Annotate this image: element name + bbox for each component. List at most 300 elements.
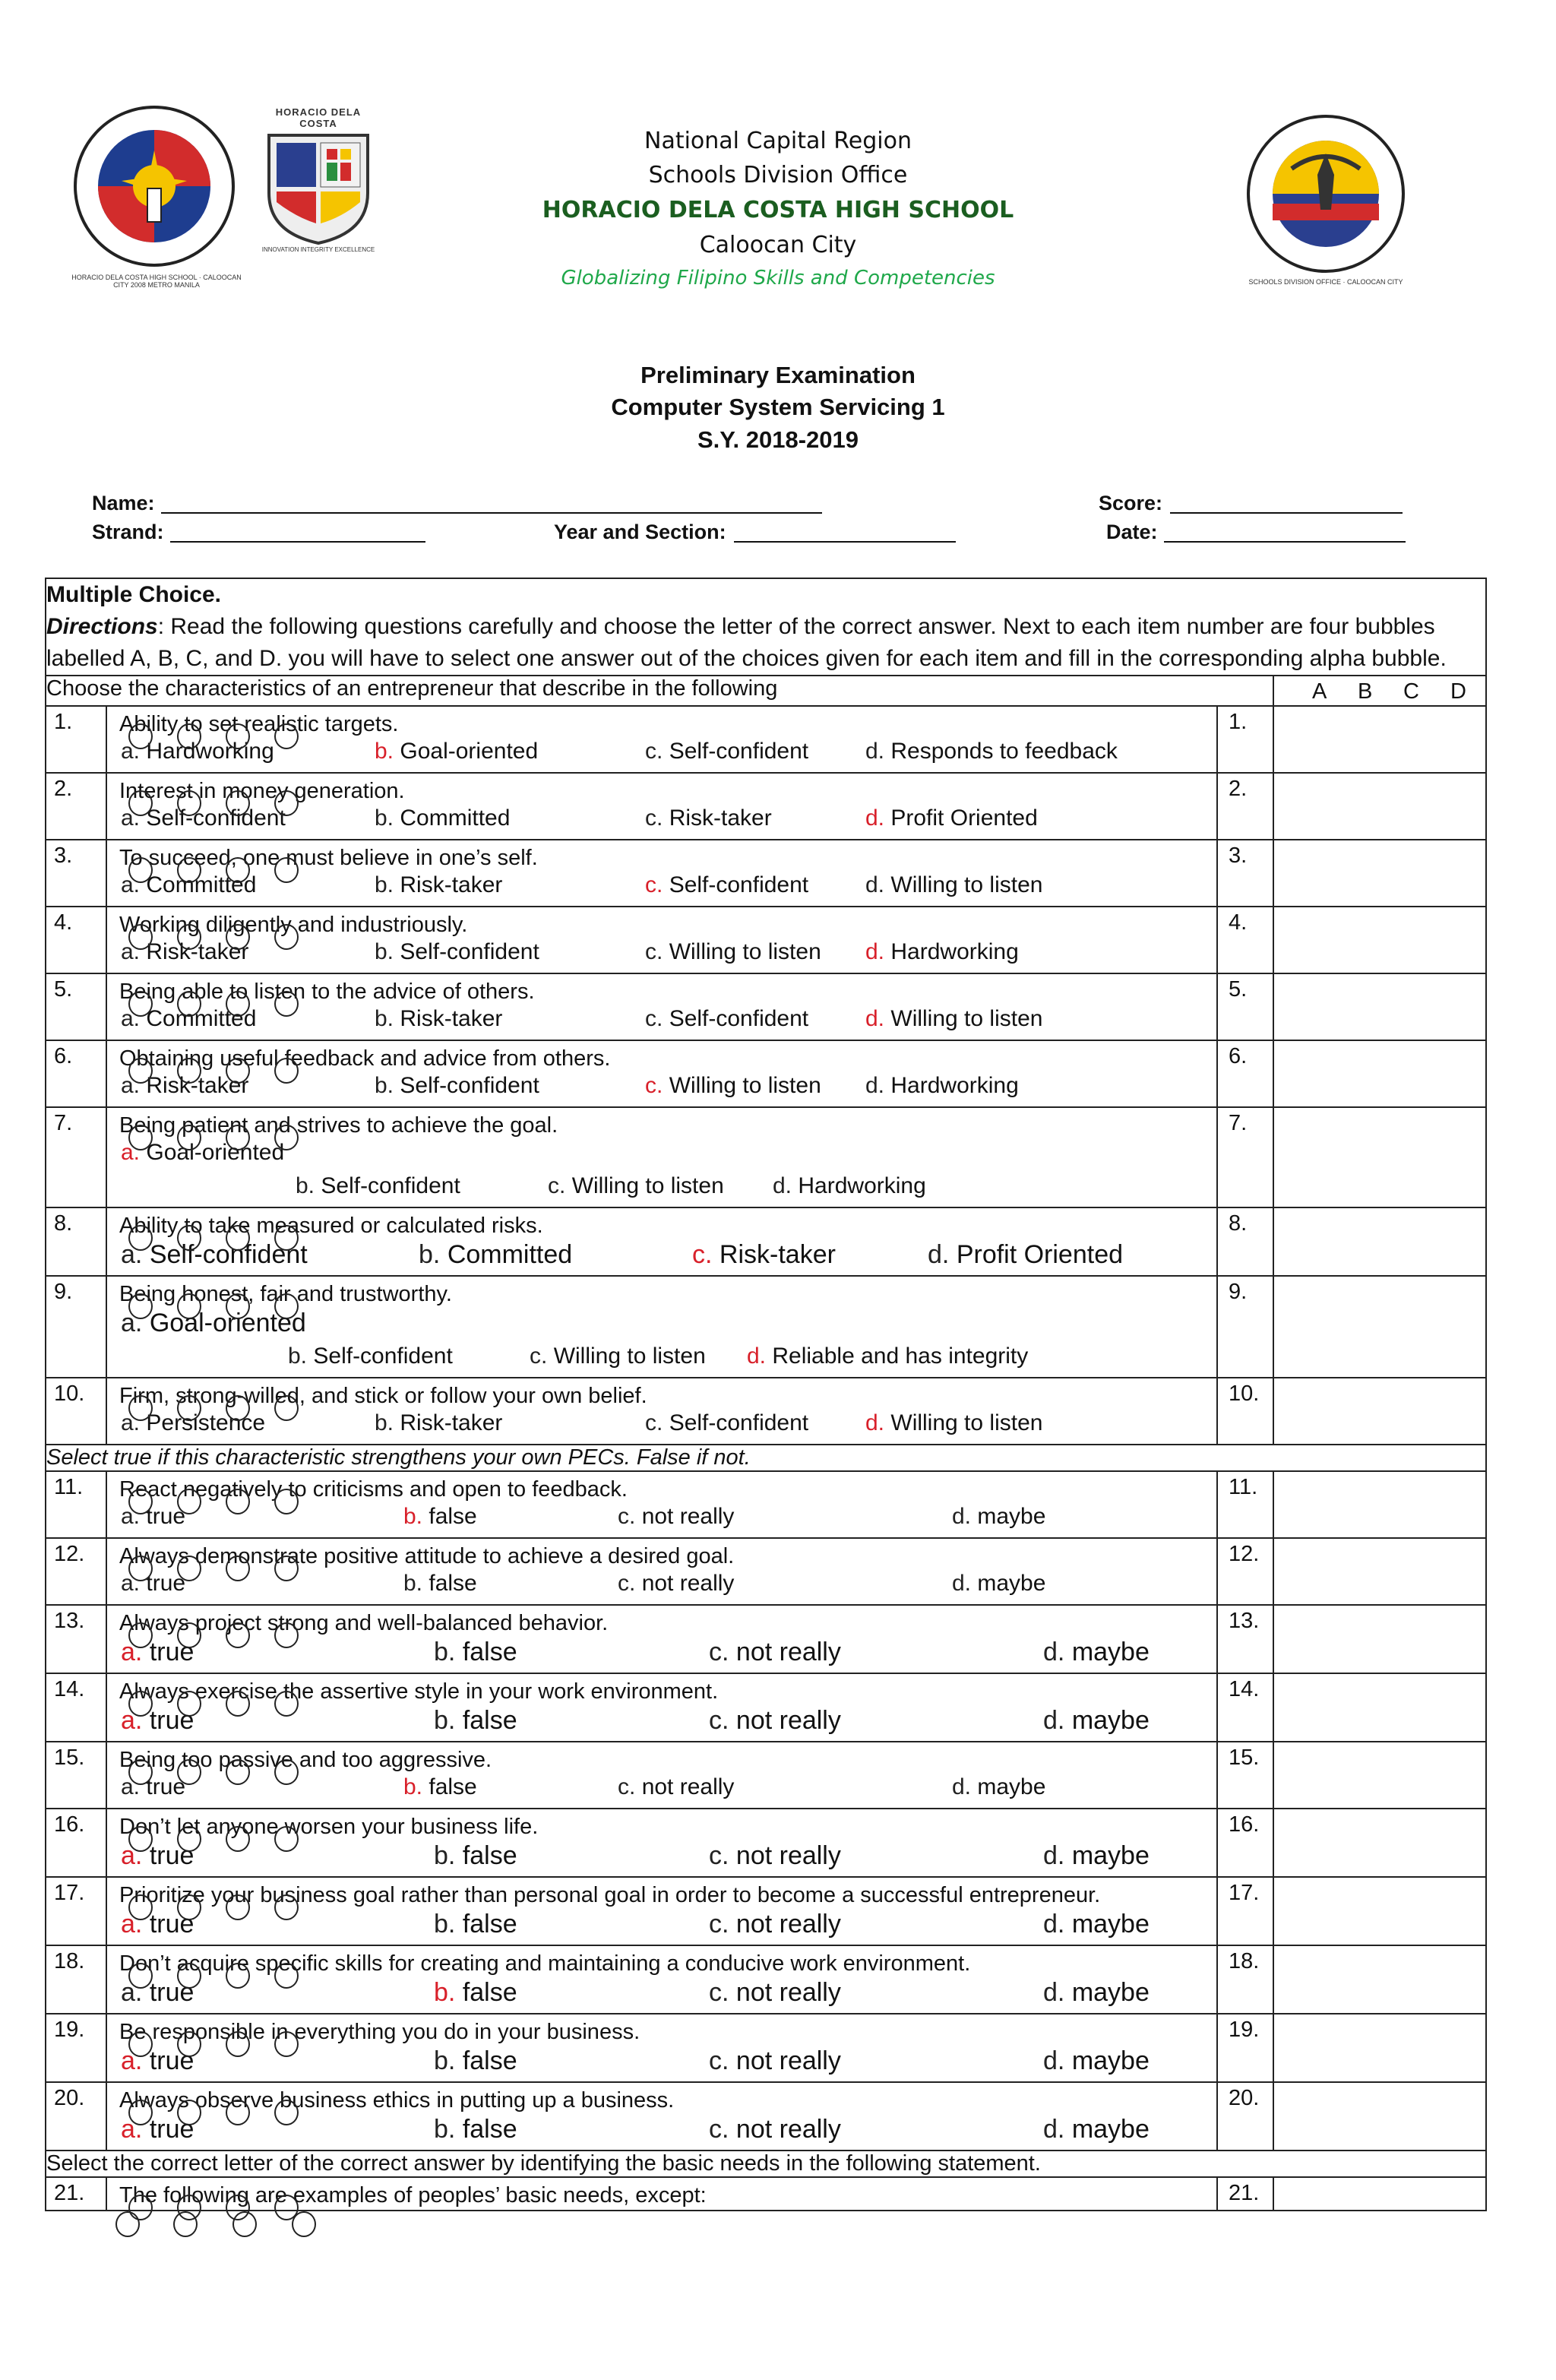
option-text: false [462,1841,517,1870]
section-1-instructions: Choose the characteristics of an entrepreneur that describe in the following [46,676,1273,706]
option-text: maybe [1071,1841,1150,1870]
option-text: false [462,1638,517,1666]
option-d[interactable] [928,1240,1123,1270]
question-cell [106,2082,1217,2151]
question-text: Firm, strong-willed, and stick or follow your own belief. [119,1384,647,1408]
answer-box[interactable] [1273,1945,1486,2014]
answer-bubble-b[interactable] [177,1556,201,1581]
answer-box[interactable] [1273,1207,1486,1276]
option-letter: a. [121,1504,141,1529]
answer-bubble-b[interactable] [177,1759,201,1785]
answer-bubble-a[interactable] [128,991,153,1017]
answer-box[interactable] [1273,706,1486,773]
answer-bubble-b[interactable] [177,1963,201,1989]
option-c[interactable] [692,1240,836,1270]
answer-bubble-d[interactable] [292,2211,316,2237]
option-b[interactable] [375,1073,539,1099]
option-text: Hardworking [146,739,274,764]
answer-number: 19. [1217,2014,1273,2082]
answer-bubble-d[interactable] [274,1125,299,1150]
answer-bubble-d[interactable] [274,1293,299,1319]
answer-bubble-d[interactable] [274,2100,299,2125]
item-number: 10. [46,1378,106,1445]
question-text: Be responsible in everything you do in your business. [119,2020,640,2044]
option-d[interactable] [865,739,1118,764]
option-text: maybe [977,1571,1046,1596]
option-d[interactable] [865,805,1038,831]
answer-box[interactable] [1273,1276,1486,1378]
option-d[interactable] [952,1571,1045,1597]
option-text: Willing to listen [669,1073,821,1098]
option-text: Risk-taker [146,939,249,964]
question-text: Obtaining useful feedback and advice from others. [119,1046,611,1071]
answer-number: 21. [1217,2177,1273,2211]
item-number: 17. [46,1877,106,1945]
answer-bubble-a[interactable] [128,1489,153,1514]
answer-bubble-a[interactable] [128,924,153,950]
question-cell [106,1107,1217,1207]
answer-bubble-b[interactable] [177,1894,201,1920]
answer-bubble-c[interactable] [226,1963,250,1989]
score-field[interactable] [1170,512,1403,514]
question-cell [106,773,1217,840]
option-b[interactable] [434,1638,517,1667]
option-line [107,1638,1216,1673]
option-d[interactable] [865,1410,1042,1436]
question-cell [106,1673,1217,1742]
school-logo-seal-text: HORACIO DELA COSTA HIGH SCHOOL · CALOOCAN CITY 2008 METRO MANILA [71,274,242,289]
answer-bubble-d[interactable] [274,991,299,1017]
answer-bubble-b[interactable] [177,2100,201,2125]
question-cell [106,1877,1217,1945]
option-letter: d. [952,1504,972,1529]
option-text: not really [735,1638,841,1666]
option-text: maybe [1071,2046,1150,2075]
option-letter: d. [1043,1706,1065,1735]
option-letter: a. [121,1910,143,1938]
directions-body: : Read the following questions carefully and choose the letter of the correct answer. Next to each item number are four bubbles labelled A, B, C, and D. you will have to select one answer out of the choices given for each item and fill in the corresponding alpha bubble. [46,614,1447,671]
option-text: Self-confident [400,939,539,964]
option-text: Committed [400,805,511,831]
answer-box[interactable] [1273,1742,1486,1809]
answer-box[interactable] [1273,1378,1486,1445]
option-d[interactable] [952,1774,1045,1800]
question-cell [106,1945,1217,2014]
answer-bubble-c[interactable] [226,2031,250,2057]
question-text: Don’t acquire specific skills for creating and maintaining a conducive work environment. [119,1951,971,1976]
answer-box[interactable] [1273,2082,1486,2151]
option-c[interactable] [709,2046,841,2076]
option-letter: c. [645,1073,663,1098]
option-letter: a. [121,1006,141,1031]
answer-bubble-c[interactable] [226,1759,250,1785]
option-b[interactable] [375,739,538,764]
question-cell [106,973,1217,1040]
score-label: Score: [1099,492,1163,514]
option-c[interactable] [645,1410,808,1436]
option-letter: b. [434,2115,456,2144]
option-letter: a. [121,939,141,964]
answer-bubble-d[interactable] [274,924,299,950]
option-b[interactable] [288,1343,453,1369]
answer-bubble-a[interactable] [128,2100,153,2125]
option-d[interactable] [865,1006,1042,1032]
option-text: maybe [1071,1638,1150,1666]
option-d[interactable] [1043,1978,1150,2008]
option-letter: d. [1043,2115,1065,2144]
option-line [107,1504,1216,1537]
answer-bubble-b[interactable] [177,1058,201,1084]
question-text: Always observe business ethics in putting up a business. [119,2088,675,2113]
answer-bubble-b[interactable] [177,1691,201,1717]
answer-bubble-c[interactable] [226,1395,250,1421]
answer-number: 10. [1217,1378,1273,1445]
option-letter: a. [121,1978,143,2007]
option-c[interactable] [645,1006,808,1032]
item-number: 13. [46,1605,106,1673]
answer-number: 13. [1217,1605,1273,1673]
option-c[interactable] [709,1638,841,1667]
option-d[interactable] [1043,1638,1150,1667]
option-c[interactable] [618,1504,734,1530]
option-c[interactable] [618,1774,734,1800]
option-b[interactable] [403,1504,477,1530]
answer-bubble-c[interactable] [226,1225,250,1251]
answer-bubble-d[interactable] [274,1894,299,1920]
answer-bubble-a[interactable] [115,2211,140,2237]
answer-bubble-c[interactable] [226,1691,250,1717]
answer-bubble-a[interactable] [128,1826,153,1852]
answer-bubble-d[interactable] [274,1395,299,1421]
option-c[interactable] [530,1343,706,1369]
answer-bubble-b[interactable] [177,1826,201,1852]
option-c[interactable] [548,1173,724,1199]
answer-bubble-a[interactable] [128,1622,153,1648]
answer-box[interactable] [1273,1538,1486,1605]
option-d[interactable] [773,1173,926,1199]
option-text: not really [735,1706,841,1735]
question-row [46,1742,1486,1809]
option-letter: d. [865,872,885,897]
option-letter: b. [288,1343,308,1369]
answer-box[interactable] [1273,1040,1486,1107]
answer-bubble-c[interactable] [226,1556,250,1581]
option-c[interactable] [709,1841,841,1871]
option-c[interactable] [709,2115,841,2144]
option-line [107,1410,1216,1444]
answer-bubble-c[interactable] [226,1293,250,1319]
option-c[interactable] [709,1910,841,1939]
option-d[interactable] [747,1343,1028,1369]
answer-bubble-a[interactable] [128,1759,153,1785]
question-cell [106,1742,1217,1809]
answer-bubble-b[interactable] [177,1293,201,1319]
option-text: false [429,1571,477,1596]
option-text: Willing to listen [890,1410,1043,1435]
answer-box[interactable] [1273,840,1486,907]
option-letter: b. [375,1073,394,1098]
option-letter: b. [434,1910,456,1938]
answer-bubble-a[interactable] [128,857,153,883]
option-line [107,1309,1216,1343]
item-number: 20. [46,2082,106,2151]
answer-bubble-c[interactable] [226,1125,250,1150]
option-letter: b. [375,872,394,897]
option-letter: d. [865,1073,885,1098]
answer-bubble-d[interactable] [274,790,299,816]
answer-bubble-a[interactable] [128,1691,153,1717]
answer-bubble-b[interactable] [177,857,201,883]
option-b[interactable] [434,2115,517,2144]
answer-bubble-b[interactable] [177,1489,201,1514]
option-c[interactable] [645,939,821,965]
answer-bubble-a[interactable] [128,1058,153,1084]
answer-bubble-a[interactable] [128,790,153,816]
option-d[interactable] [952,1504,1045,1530]
header-city: Caloocan City [699,232,857,258]
option-d[interactable] [865,939,1019,965]
answer-bubble-d[interactable] [274,1759,299,1785]
option-c[interactable] [645,1073,821,1099]
answer-bubble-c[interactable] [226,723,250,749]
strand-field[interactable] [170,541,425,543]
option-d[interactable] [1043,2115,1150,2144]
answer-bubble-c[interactable] [226,1826,250,1852]
option-text: maybe [977,1774,1046,1799]
option-c[interactable] [645,872,808,898]
answer-bubble-a[interactable] [128,1556,153,1581]
option-b[interactable] [296,1173,460,1199]
option-text: true [149,1910,194,1938]
option-text: Willing to listen [553,1343,706,1369]
instructions-cell [46,578,1486,676]
date-field[interactable] [1164,541,1406,543]
answer-bubble-a[interactable] [128,1293,153,1319]
answer-bubble-c[interactable] [226,857,250,883]
option-b[interactable] [403,1571,477,1597]
answer-bubble-b[interactable] [177,1395,201,1421]
answer-box[interactable] [1273,1107,1486,1207]
option-d[interactable] [865,1073,1019,1099]
division-office-logo-text: SCHOOLS DIVISION OFFICE · CALOOCAN CITY [1248,278,1403,286]
answer-bubble-c[interactable] [226,924,250,950]
answer-bubble-b[interactable] [177,790,201,816]
option-d[interactable] [1043,1910,1150,1939]
name-field[interactable] [161,512,822,514]
answer-bubble-d[interactable] [274,723,299,749]
option-line [107,1774,1216,1808]
option-letter: d. [1043,1841,1065,1870]
answer-bubble-d[interactable] [274,1058,299,1084]
option-letter: d. [865,805,885,831]
question-row [46,2082,1486,2151]
option-c[interactable] [645,739,808,764]
option-b[interactable] [419,1240,572,1270]
answer-box[interactable] [1273,1809,1486,1877]
option-b[interactable] [375,872,502,898]
answer-box[interactable] [1273,2014,1486,2082]
answer-bubble-a[interactable] [128,1963,153,1989]
answer-box[interactable] [1273,773,1486,840]
option-d[interactable] [1043,1841,1150,1871]
answer-bubble-d[interactable] [274,1691,299,1717]
answer-box[interactable] [1273,1877,1486,1945]
answer-bubble-a[interactable] [128,1225,153,1251]
option-b[interactable] [375,939,539,965]
answer-box[interactable] [1273,1605,1486,1673]
answer-bubble-b[interactable] [177,2031,201,2057]
answer-bubble-d[interactable] [274,1826,299,1852]
option-c[interactable] [618,1571,734,1597]
answer-bubble-b[interactable] [173,2211,198,2237]
year-section-field[interactable] [734,541,956,543]
answer-bubble-c[interactable] [226,1489,250,1514]
option-letter: a. [121,1410,141,1435]
question-cell [106,1378,1217,1445]
option-text: not really [735,1910,841,1938]
item-number: 19. [46,2014,106,2082]
option-letter: c. [618,1774,636,1799]
answer-bubble-d[interactable] [274,1489,299,1514]
option-line [107,939,1216,973]
answer-bubble-d[interactable] [274,1963,299,1989]
answer-bubble-c[interactable] [226,790,250,816]
option-text: true [149,1978,194,2007]
option-b[interactable] [434,1910,517,1939]
option-b[interactable] [375,805,510,831]
answer-bubble-a[interactable] [128,1125,153,1150]
option-d[interactable] [865,872,1042,898]
answer-bubble-d[interactable] [274,857,299,883]
answer-bubble-c[interactable] [226,1894,250,1920]
answer-bubble-b[interactable] [177,723,201,749]
item-number: 11. [46,1471,106,1538]
question-row [46,1809,1486,1877]
option-text: maybe [1071,1978,1150,2007]
answer-bubble-c[interactable] [226,1058,250,1084]
answer-header-d: D [1450,679,1466,704]
answer-bubble-d[interactable] [274,2031,299,2057]
option-letter: b. [296,1173,315,1198]
answer-bubble-c[interactable] [232,2211,257,2237]
answer-bubble-a[interactable] [128,723,153,749]
option-text: Persistence [146,1410,266,1435]
option-b[interactable] [434,1706,517,1736]
option-b[interactable] [434,1978,517,2008]
answer-bubble-d[interactable] [274,1225,299,1251]
answer-bubble-a[interactable] [128,1894,153,1920]
option-letter: b. [434,1706,456,1735]
option-letter: a. [121,805,141,831]
option-c[interactable] [709,1706,841,1736]
crest-motto-words: INNOVATION INTEGRITY EXCELLENCE [261,246,375,253]
answer-bubble-d[interactable] [274,1622,299,1648]
answer-bubble-c[interactable] [226,2100,250,2125]
option-letter: b. [403,1571,423,1596]
option-b[interactable] [434,2046,517,2076]
option-text: false [462,2115,517,2144]
option-line [107,1173,1216,1207]
item-number: 2. [46,773,106,840]
item-number: 3. [46,840,106,907]
option-letter: c. [618,1504,636,1529]
answer-box[interactable] [1273,1673,1486,1742]
option-c[interactable] [645,805,772,831]
item-number: 14. [46,1673,106,1742]
answer-number: 18. [1217,1945,1273,2014]
option-d[interactable] [1043,1706,1150,1736]
question-row [46,1673,1486,1742]
item-number: 6. [46,1040,106,1107]
answer-bubble-a[interactable] [128,2031,153,2057]
option-b[interactable] [434,1841,517,1871]
question-cell [106,1538,1217,1605]
option-text: Self-confident [313,1343,453,1369]
question-row [46,1877,1486,1945]
answer-bubble-b[interactable] [177,1225,201,1251]
option-letter: d. [1043,1638,1065,1666]
option-line [107,2046,1216,2081]
answer-bubble-c[interactable] [226,991,250,1017]
question-row [46,1378,1486,1445]
answer-box[interactable] [1273,907,1486,973]
exam-table [45,578,1487,2211]
option-text: true [146,1774,186,1799]
answer-box[interactable] [1273,2177,1486,2211]
option-d[interactable] [1043,2046,1150,2076]
option-text: Hardworking [890,939,1019,964]
answer-bubble-b[interactable] [177,924,201,950]
option-text: Willing to listen [890,1006,1043,1031]
option-letter: b. [434,1841,456,1870]
directions-label: Directions [46,614,158,639]
option-b[interactable] [375,1006,502,1032]
option-text: false [462,1910,517,1938]
option-b[interactable] [375,1410,502,1436]
answer-bubble-d[interactable] [274,1556,299,1581]
option-text: maybe [977,1504,1046,1529]
question-text: Don’t let anyone worsen your business life. [119,1815,539,1839]
option-letter: d. [865,939,885,964]
option-letter: a. [121,1706,143,1735]
option-line [107,1240,1216,1275]
answer-number: 1. [1217,706,1273,773]
option-letter: c. [709,2046,729,2075]
option-letter: c. [645,939,663,964]
answer-header-a: A [1312,679,1327,704]
option-letter: b. [403,1504,423,1529]
question-row [46,1605,1486,1673]
answer-bubble-a[interactable] [128,1395,153,1421]
option-letter: c. [709,1978,729,2007]
question-row [46,1207,1486,1276]
option-line [107,1006,1216,1040]
answer-bubble-b[interactable] [177,1125,201,1150]
answer-bubble-b[interactable] [177,991,201,1017]
question-row [46,1945,1486,2014]
answer-bubble-b[interactable] [177,1622,201,1648]
answer-box[interactable] [1273,973,1486,1040]
option-b[interactable] [403,1774,477,1800]
strand-label: Strand: [92,521,164,543]
question-row [46,973,1486,1040]
option-c[interactable] [709,1978,841,2008]
answer-number: 12. [1217,1538,1273,1605]
option-text: Risk-taker [146,1073,249,1098]
option-letter: c. [709,1706,729,1735]
answer-bubble-c[interactable] [226,1622,250,1648]
answer-box[interactable] [1273,1471,1486,1538]
